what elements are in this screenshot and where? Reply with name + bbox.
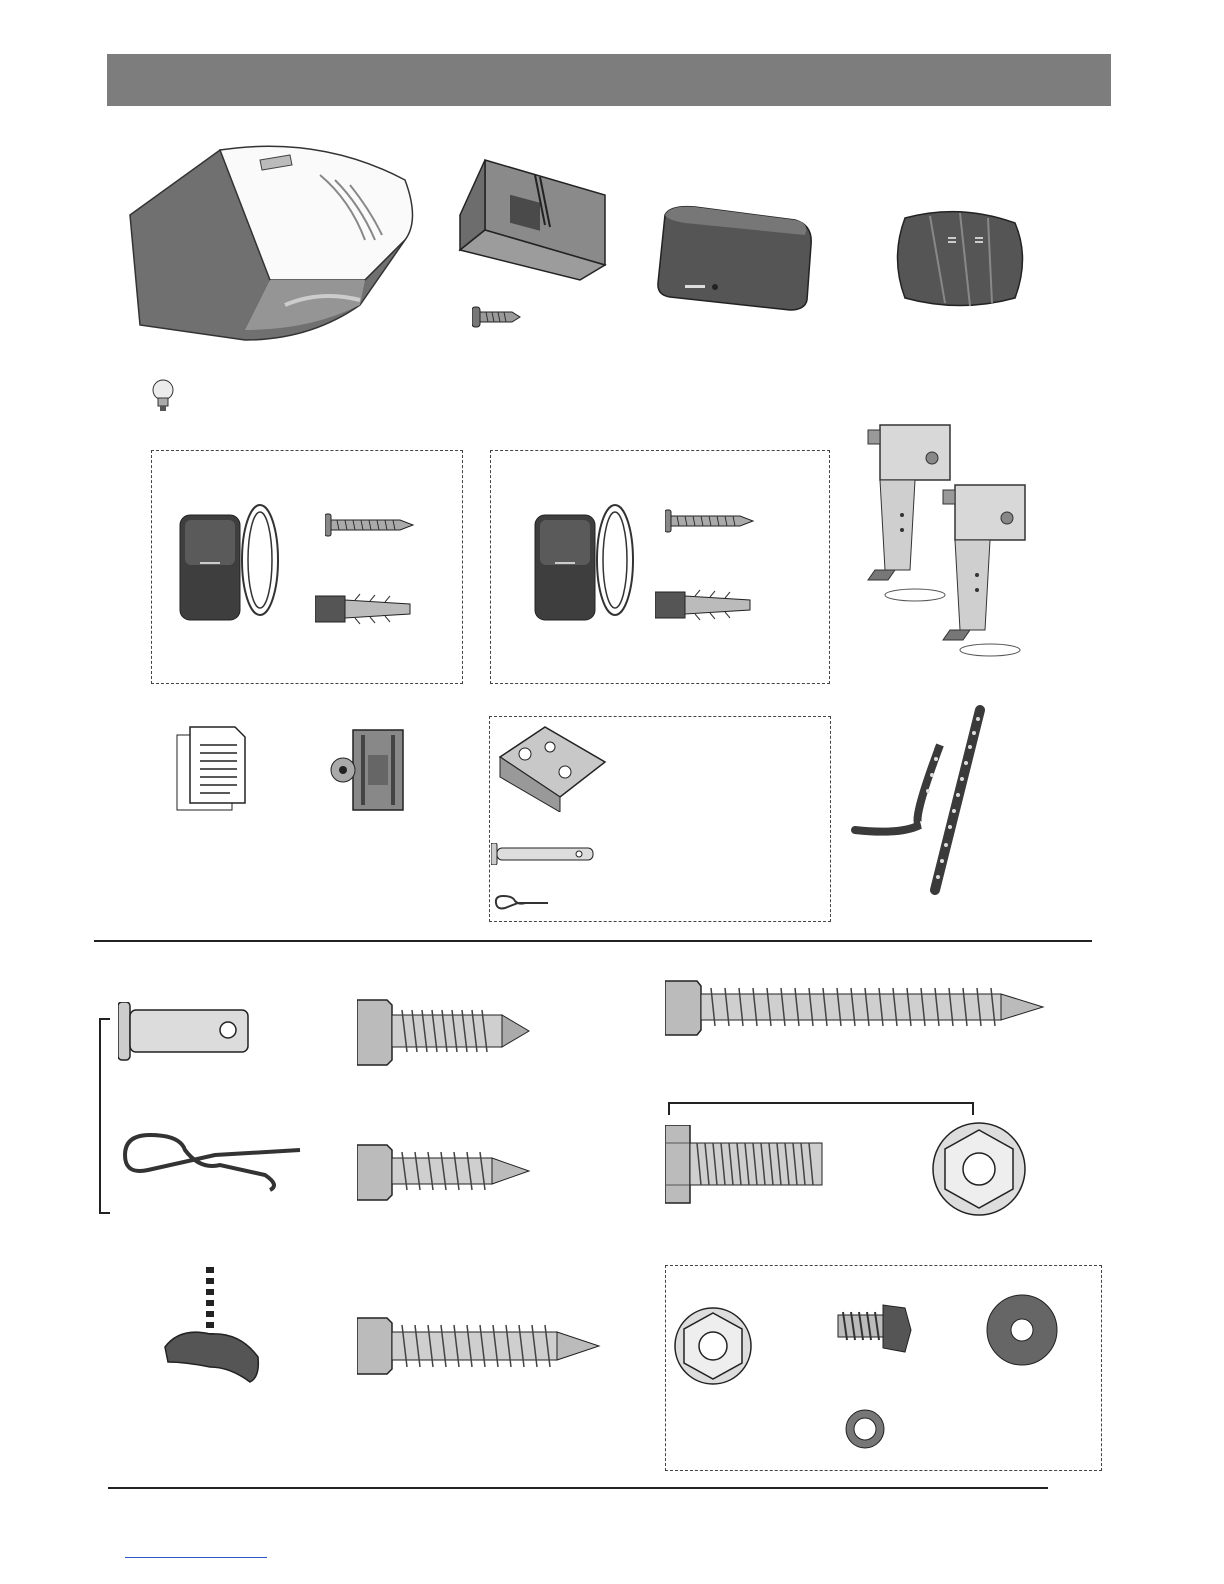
light-bulb-icon (150, 378, 176, 414)
screw-icon (325, 512, 415, 538)
footer-link-underline[interactable] (125, 1557, 267, 1558)
ring-fastener-icon (120, 1130, 305, 1195)
remote-control-icon (890, 208, 1030, 313)
wall-control-kit-icon (530, 500, 640, 625)
carriage-bolt-icon (833, 1300, 913, 1355)
lag-screw-icon (357, 1315, 602, 1377)
group-bracket-horizontal (668, 1102, 978, 1116)
ring-fastener-icon (493, 893, 551, 913)
wall-control-kit-icon (175, 500, 285, 625)
lock-nut-icon (672, 1305, 754, 1387)
clevis-pin-icon (491, 843, 596, 865)
group-bracket (98, 1018, 112, 1214)
lag-screw-icon (357, 1140, 532, 1205)
washer-icon (985, 1293, 1059, 1367)
door-bracket-kit-icon (495, 722, 610, 812)
mounting-bracket-icon (455, 155, 615, 285)
separator-line (94, 940, 1092, 942)
door-arm-icon (850, 705, 995, 895)
self-drilling-screw-icon (357, 995, 532, 1070)
lock-nut-icon (930, 1120, 1028, 1218)
bottom-rule (108, 1487, 1048, 1489)
wall-anchor-icon (315, 592, 415, 626)
lag-screw-long-icon (665, 978, 1045, 1038)
clevis-pin-icon (118, 1002, 253, 1062)
wall-anchor-icon (655, 588, 755, 622)
motor-head-unit-icon (120, 130, 430, 350)
screw-icon (472, 304, 522, 330)
lock-washer-icon (843, 1407, 887, 1451)
trolley-icon (328, 725, 413, 815)
screw-icon (665, 508, 755, 534)
safety-sensor-icon (860, 420, 1050, 665)
hex-bolt-icon (665, 1125, 825, 1205)
section-header-bar (107, 54, 1111, 106)
lens-cover-icon (655, 205, 815, 315)
emergency-release-handle-icon (160, 1262, 265, 1387)
documents-icon (175, 725, 250, 815)
